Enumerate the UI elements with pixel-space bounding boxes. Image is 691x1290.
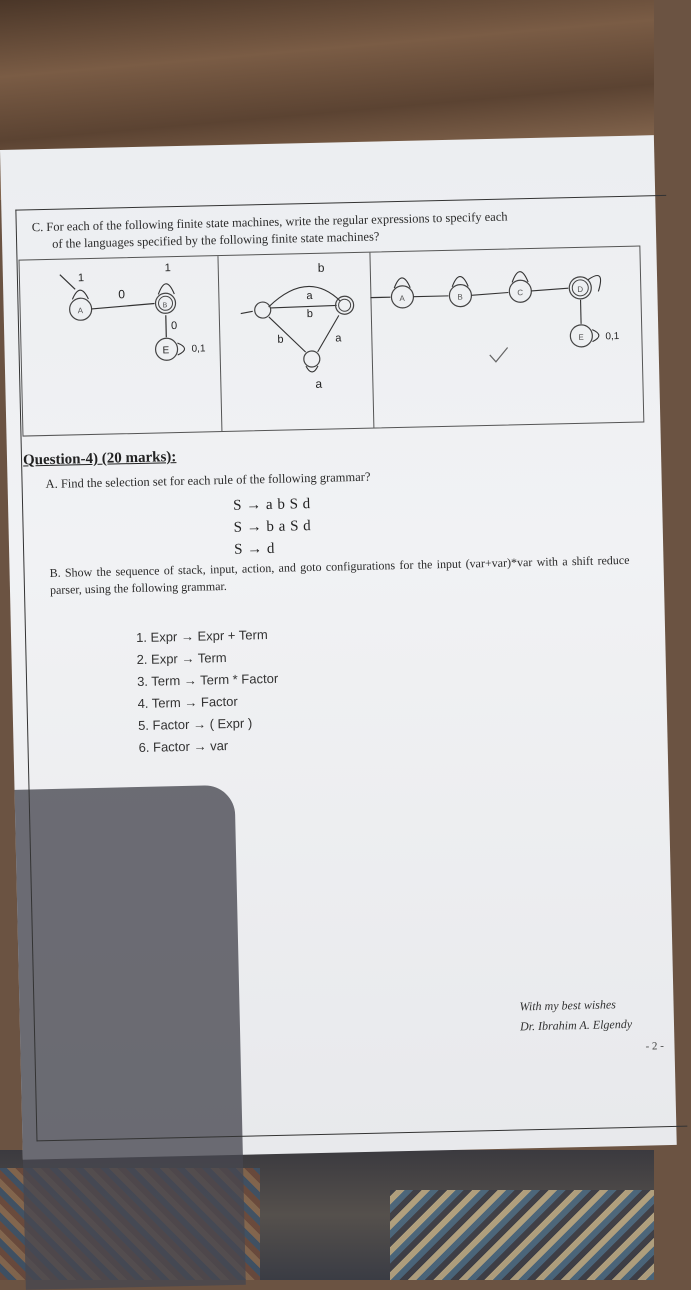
- m2-state-2-inner: [338, 299, 350, 311]
- m1-start-arrow: [60, 274, 75, 289]
- grammar-rule-3: S → d: [234, 537, 312, 561]
- m1-edge-0-label: 0: [118, 287, 125, 301]
- m1-loop-a-label: 1: [78, 272, 84, 284]
- m3-loop-e: [592, 329, 599, 341]
- grammar-rule-2: S → b a S d: [233, 515, 311, 539]
- m2-a-bottom-label: a: [315, 377, 322, 391]
- m3-loop-a: [394, 278, 410, 288]
- m3-e-loop-label: 0,1: [605, 331, 620, 342]
- exam-paper: [0, 135, 677, 1160]
- m1-state-e-label: E: [162, 345, 169, 356]
- m3-state-b-label: B: [457, 293, 463, 302]
- parser-rule-3: 3. Term → Term * Factor: [137, 668, 279, 693]
- grammar-rule-1: S → a b S d: [233, 493, 311, 517]
- m2-a1-label: a: [306, 290, 313, 302]
- page-number: - 2 -: [645, 1040, 664, 1052]
- m1-edge-ab: [92, 304, 155, 309]
- m3-edge-bc: [471, 293, 508, 296]
- question-4-title: Question-4) (20 marks):: [23, 449, 177, 469]
- parser-rule-6: 6. Factor → var: [138, 734, 280, 759]
- check-mark-icon: [490, 348, 508, 362]
- part-c-line2: of the languages specified by the following finite state machines?: [32, 223, 622, 253]
- m3-state-d-label: D: [577, 285, 583, 294]
- m2-state-1: [255, 302, 271, 318]
- m1-state-b-label: B: [162, 302, 167, 309]
- m2-left-edge: [269, 316, 306, 353]
- m2-mid-edge: [271, 305, 337, 307]
- parser-rule-2: 2. Expr → Term: [136, 646, 278, 671]
- fsm-machine-1: [20, 256, 222, 435]
- parser-rule-5: 5. Factor → ( Expr ): [138, 712, 280, 737]
- m1-loop-e: [177, 343, 184, 355]
- m3-edge-cd: [531, 288, 568, 291]
- question-4-part-b: B. Show the sequence of stack, input, action, and goto configurations for the input (var+var)*var with a shift reduce parser, using the following grammar.: [49, 552, 630, 599]
- m2-b-top-label: b: [318, 261, 325, 275]
- m3-edge-de: [581, 300, 582, 324]
- m1-state-a-label: A: [78, 306, 84, 315]
- m2-b-left-label: b: [277, 334, 283, 346]
- signature-wish: With my best wishes: [519, 994, 632, 1017]
- m2-state-3: [304, 351, 320, 367]
- m3-state-a-label: A: [399, 294, 405, 303]
- m1-down-label: 0: [171, 320, 177, 332]
- m1-loop-b-label: 1: [165, 262, 171, 274]
- signature-name: Dr. Ibrahim A. Elgendy: [520, 1014, 633, 1037]
- fsm-diagrams-box: [18, 245, 644, 436]
- grammar-block: [233, 493, 312, 561]
- m3-loop-b: [452, 276, 468, 286]
- signature-block: [519, 994, 632, 1037]
- m3-edge-ab: [413, 296, 448, 297]
- m2-b-mid-label: b: [307, 308, 313, 320]
- fsm-machine-2: [217, 253, 373, 431]
- carpet-right: [390, 1190, 654, 1280]
- parser-rule-1: 1. Expr → Expr + Term: [136, 624, 278, 649]
- m2-a-right-label: a: [335, 332, 342, 344]
- parser-rule-4: 4. Term → Factor: [137, 690, 279, 715]
- question-4-part-a: A. Find the selection set for each rule of the following grammar?: [45, 470, 370, 492]
- parser-grammar-rules: [136, 624, 280, 759]
- fsm-machine-3: [369, 247, 643, 428]
- part-c-line1: C. For each of the following finite state machines, write the regular expressions to specify each: [32, 206, 622, 236]
- m1-e-loop-label: 0,1: [191, 343, 206, 354]
- m2-start-arrow: [241, 311, 253, 313]
- m3-state-c-label: C: [517, 288, 523, 297]
- m2-top-arc: [268, 286, 340, 307]
- m3-state-e-label: E: [578, 333, 584, 342]
